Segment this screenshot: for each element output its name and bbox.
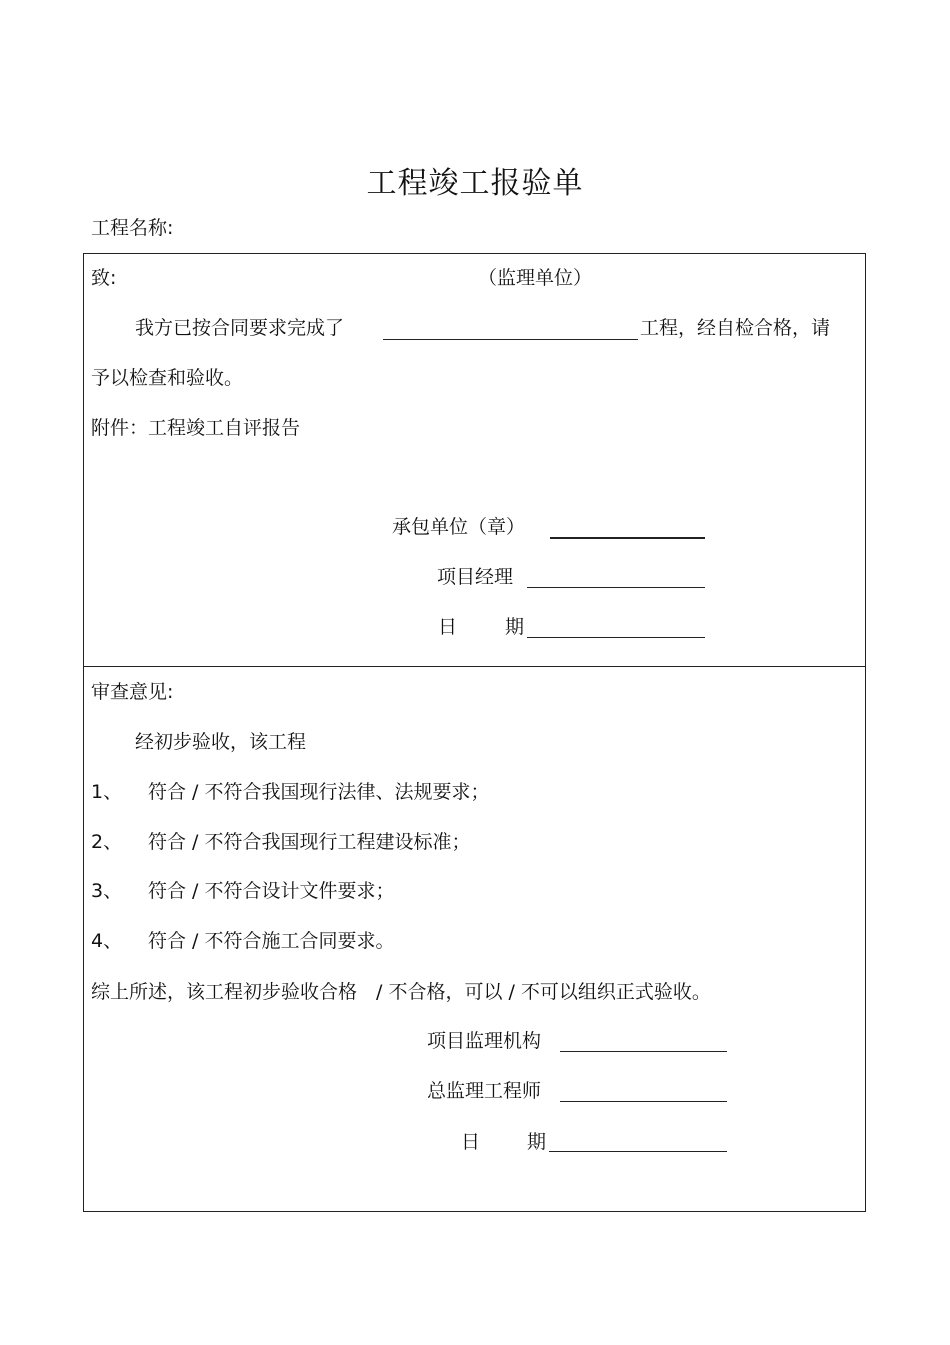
item-number: 4、: [91, 930, 123, 952]
to-label: 致:: [91, 267, 117, 289]
contractor-label: 承包单位（章）: [392, 516, 526, 538]
chief-engineer-blank[interactable]: [560, 1101, 727, 1102]
date-blank-1[interactable]: [527, 637, 705, 638]
date-label-char1: 日: [438, 616, 458, 638]
date-label-char1: 日: [461, 1131, 481, 1153]
chief-engineer-label: 总监理工程师: [427, 1080, 542, 1102]
contractor-blank[interactable]: [550, 537, 705, 539]
supervisor-unit-label: （监理单位）: [478, 267, 593, 289]
item-text: 符合 / 不符合施工合同要求。: [148, 930, 395, 952]
page-title: 工程竣工报验单: [366, 166, 584, 201]
statement-part2: 工程，经自检合格，请: [640, 317, 831, 339]
statement-part1: 我方已按合同要求完成了: [135, 317, 345, 339]
agency-blank[interactable]: [560, 1051, 727, 1052]
date-blank-2[interactable]: [549, 1151, 727, 1152]
item-number: 1、: [91, 781, 123, 803]
item-number: 2、: [91, 831, 123, 853]
item-text: 符合 / 不符合我国现行工程建设标准；: [148, 831, 471, 853]
review-intro: 经初步验收，该工程: [135, 731, 307, 753]
review-label: 审查意见:: [91, 681, 174, 703]
agency-label: 项目监理机构: [427, 1030, 542, 1052]
item-text: 符合 / 不符合设计文件要求；: [148, 880, 395, 902]
date-label-char2: 期: [505, 616, 525, 638]
pm-label: 项目经理: [437, 566, 514, 588]
pm-blank[interactable]: [527, 587, 705, 588]
project-name-label: 工程名称:: [91, 217, 174, 239]
attachment-label: 附件：工程竣工自评报告: [91, 417, 301, 439]
item-text: 符合 / 不符合我国现行法律、法规要求；: [148, 781, 490, 803]
date-label-char2: 期: [527, 1131, 547, 1153]
summary-text: 综上所述，该工程初步验收合格 / 不合格，可以 / 不可以组织正式验收。: [91, 981, 711, 1003]
statement-line2: 予以检查和验收。: [91, 367, 244, 389]
item-number: 3、: [91, 880, 123, 902]
project-name-blank[interactable]: [383, 339, 638, 340]
